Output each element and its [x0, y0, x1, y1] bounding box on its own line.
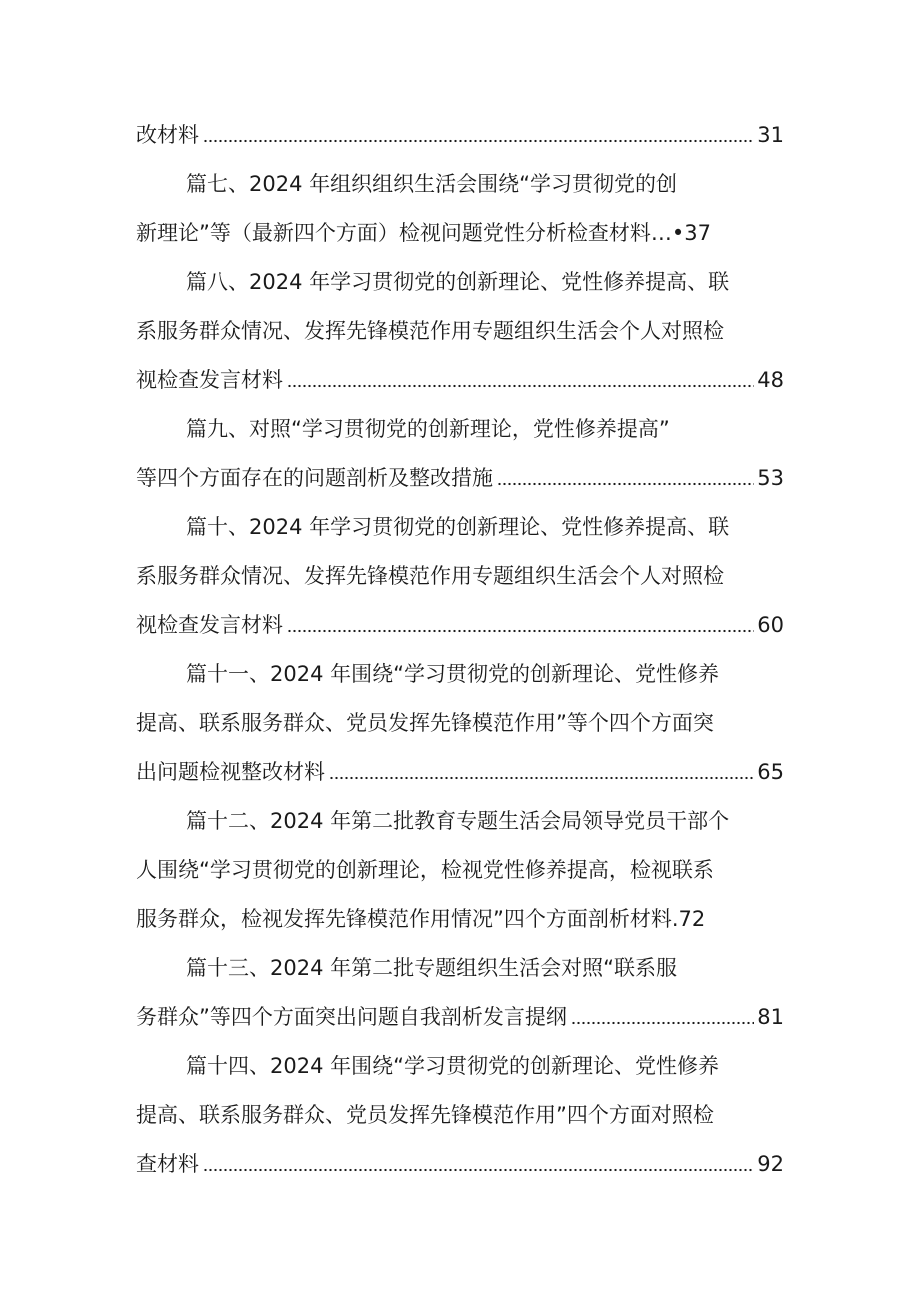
toc-text: 人围绕“学习贯彻党的创新理论，检视党性修养提高，检视联系 — [136, 858, 714, 882]
toc-line — [136, 361, 784, 395]
toc-page-number: 48 — [757, 368, 784, 392]
toc-text: 篇十一、2024 年围绕“学习贯彻党的创新理论、党性修养 — [186, 662, 719, 686]
toc-text: 视检查发言材料 — [136, 613, 283, 637]
toc-text: 提高、联系服务群众、党员发挥先锋模范作用”等个四个方面突 — [136, 711, 714, 735]
toc-line — [136, 116, 784, 150]
toc-entry-heading[interactable] — [186, 949, 784, 983]
toc-text: 查材料 — [136, 1152, 199, 1176]
dot-leader — [571, 1021, 754, 1025]
toc-line — [136, 753, 784, 787]
toc-line — [136, 459, 784, 493]
toc-entry-heading[interactable] — [186, 410, 784, 444]
toc-text: 新理论”等（最新四个方面）检视问题党性分析检查材料…•37 — [136, 221, 711, 245]
dot-leader — [287, 384, 754, 388]
toc-page-number: 53 — [757, 466, 784, 490]
toc-line — [136, 704, 784, 738]
toc-text: 系服务群众情况、发挥先锋模范作用专题组织生活会个人对照检 — [136, 564, 724, 588]
toc-line — [136, 606, 784, 640]
toc-text: 系服务群众情况、发挥先锋模范作用专题组织生活会个人对照检 — [136, 319, 724, 343]
dot-leader — [287, 629, 754, 633]
toc-text: 视检查发言材料 — [136, 368, 283, 392]
toc-line — [136, 312, 784, 346]
toc-text: 篇十二、2024 年第二批教育专题生活会局领导党员干部个 — [186, 809, 730, 833]
toc-text: 务群众”等四个方面突出问题自我剖析发言提纲 — [136, 1005, 567, 1029]
toc-entry-heading[interactable] — [186, 1047, 784, 1081]
toc-page-number: 31 — [757, 123, 784, 147]
toc-line — [136, 900, 784, 934]
toc-text: 等四个方面存在的问题剖析及整改措施 — [136, 466, 493, 490]
toc-line — [136, 851, 784, 885]
dot-leader — [203, 1168, 754, 1172]
toc-line — [136, 557, 784, 591]
toc-page-number: 65 — [757, 760, 784, 784]
toc-text: 服务群众，检视发挥先锋模范作用情况”四个方面剖析材料.72 — [136, 907, 706, 931]
toc-text: 篇九、对照“学习贯彻党的创新理论，党性修养提高” — [186, 417, 670, 441]
dot-leader — [497, 482, 754, 486]
dot-leader — [329, 776, 754, 780]
toc-text: 篇十、2024 年学习贯彻党的创新理论、党性修养提高、联 — [186, 515, 730, 539]
toc-text: 篇十四、2024 年围绕“学习贯彻党的创新理论、党性修养 — [186, 1054, 719, 1078]
toc-entry-heading[interactable] — [186, 508, 784, 542]
toc-line — [136, 214, 784, 248]
toc-line — [136, 998, 784, 1032]
toc-line — [136, 1096, 784, 1130]
toc-text: 篇十三、2024 年第二批专题组织生活会对照“联系服 — [186, 956, 677, 980]
toc-entry-heading[interactable] — [186, 802, 784, 836]
toc-text: 改材料 — [136, 123, 199, 147]
toc-text: 出问题检视整改材料 — [136, 760, 325, 784]
toc-text: 篇七、2024 年组织组织生活会围绕“学习贯彻党的创 — [186, 172, 677, 196]
toc-text: 提高、联系服务群众、党员发挥先锋模范作用”四个方面对照检 — [136, 1103, 714, 1127]
dot-leader — [203, 139, 754, 143]
toc-line — [136, 1145, 784, 1179]
toc-page-number: 81 — [757, 1005, 784, 1029]
toc-text: 篇八、2024 年学习贯彻党的创新理论、党性修养提高、联 — [186, 270, 730, 294]
toc-entry-heading[interactable] — [186, 263, 784, 297]
toc-page-number: 60 — [757, 613, 784, 637]
toc-entry-heading[interactable] — [186, 655, 784, 689]
toc-page-number: 92 — [757, 1152, 784, 1176]
toc-entry-heading[interactable] — [186, 165, 784, 199]
